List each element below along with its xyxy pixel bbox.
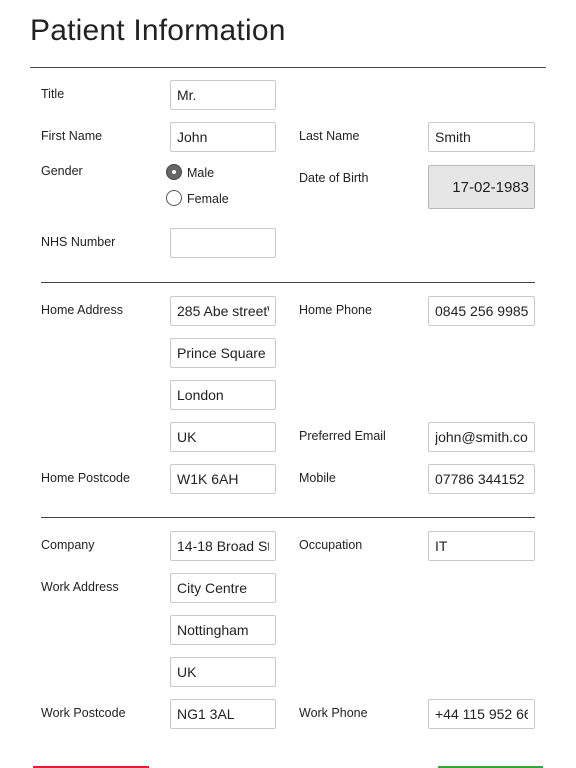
work-address-line-3[interactable] [170,657,276,687]
page-title: Patient Information [30,14,286,47]
gender-label: Gender [41,164,83,178]
work-address-label: Work Address [41,580,119,594]
work-address-line-1[interactable] [170,573,276,603]
occupation-label: Occupation [299,538,363,552]
work-postcode-field[interactable] [170,699,276,729]
first-name-field[interactable] [170,122,276,152]
company-label: Company [41,538,95,552]
home-phone-label: Home Phone [299,303,372,317]
gender-male-radio[interactable] [166,164,182,180]
home-phone-field[interactable] [428,296,535,326]
last-name-field[interactable] [428,122,535,152]
mobile-field[interactable] [428,464,535,494]
first-name-label: First Name [41,129,103,143]
nhs-number-label: NHS Number [41,235,116,249]
preferred-email-field[interactable] [428,422,535,452]
work-phone-field[interactable] [428,699,535,729]
last-name-label: Last Name [299,129,360,143]
section-divider-work [41,517,535,518]
preferred-email-label: Preferred Email [299,429,386,443]
nhs-number-field[interactable] [170,228,276,258]
mobile-label: Mobile [299,471,336,485]
gender-male-label[interactable]: Male [187,166,215,180]
work-phone-label: Work Phone [299,706,368,720]
title-field[interactable] [170,80,276,110]
company-field[interactable] [170,531,276,561]
home-address-label: Home Address [41,303,123,317]
home-address-line-3[interactable] [170,380,276,410]
occupation-field[interactable] [428,531,535,561]
dob-label: Date of Birth [299,171,369,185]
home-postcode-field[interactable] [170,464,276,494]
home-postcode-label: Home Postcode [41,471,130,485]
gender-female-radio[interactable] [166,190,182,206]
home-address-line-2[interactable] [170,338,276,368]
section-divider-home [41,282,535,283]
title-label: Title [41,87,65,101]
work-postcode-label: Work Postcode [41,706,126,720]
title-divider [30,67,546,68]
dob-field[interactable] [428,165,535,209]
work-address-line-2[interactable] [170,615,276,645]
gender-female-label[interactable]: Female [187,192,229,206]
home-address-line-1[interactable] [170,296,276,326]
home-address-line-4[interactable] [170,422,276,452]
